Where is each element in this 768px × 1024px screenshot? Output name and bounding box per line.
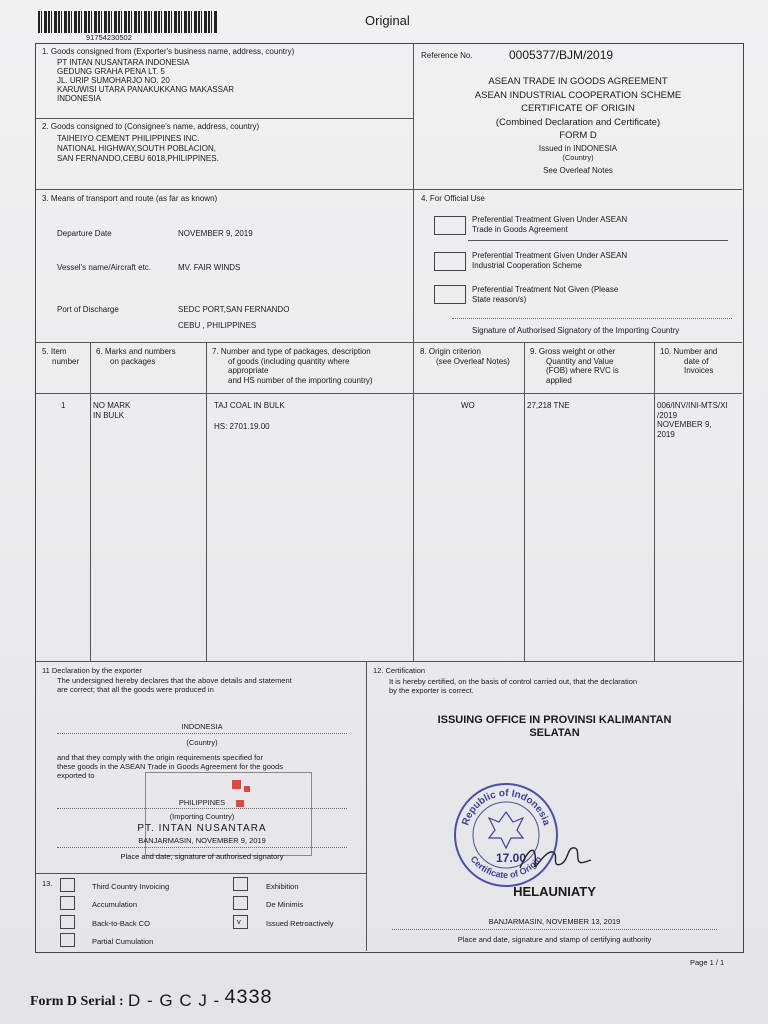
official-option-3: Preferential Treatment Not Given (Please State reason/s) [472, 285, 619, 304]
exporter-line: PT INTAN NUSANTARA INDONESIA [57, 58, 190, 67]
form-title: ASEAN TRADE IN GOODS AGREEMENT ASEAN INDUSTRIAL COOPERATION SCHEME CERTIFICATE OF ORIGIN (Combined Declaration and Certificate) FORM D Issued in INDONESIA (Country) See Overleaf Notes [474, 76, 682, 175]
declaration-place-date: BANJARMASIN, NOVEMBER 9, 2019 [138, 836, 266, 845]
label-partial-cumulation: Partial Cumulation [92, 937, 154, 946]
box13-number: 13. [42, 879, 53, 888]
reference-number: 0005377/BJM/2019 [509, 48, 614, 62]
label-third-country: Third Country Invoicing [92, 882, 170, 891]
serial-number: 4338 [224, 987, 273, 1010]
vessel-value: MV. FAIR WINDS [178, 263, 241, 272]
certification-place-label: Place and date, signature and stamp of certifying authority [457, 935, 652, 944]
col-item-header: 5. Item number [42, 347, 80, 366]
declaration-importing-country: PHILIPPINES [178, 798, 226, 807]
exporter-line: INDONESIA [57, 94, 102, 103]
checkbox-de-minimis[interactable] [233, 896, 248, 910]
label-exhibition: Exhibition [266, 882, 299, 891]
reference-label: Reference No. [421, 51, 473, 60]
certifying-signatory: HELAUNIATY [513, 884, 596, 899]
box1-heading: 1. Goods consigned from (Exporter's business name, address, country) [42, 47, 295, 56]
row-description: TAJ COAL IN BULK [214, 401, 285, 410]
box11-heading: 11 Declaration by the exporter [42, 666, 142, 675]
declaration-place-label: Place and date, signature of authorised signatory [120, 852, 284, 861]
company-stamp-name: PT. INTAN NUSANTARA [137, 823, 267, 834]
label-issued-retroactively: Issued Retroactively [266, 919, 334, 928]
row-invoice: 006/INV/INI-MTS/XI /2019 NOVEMBER 9, 2019 [657, 401, 728, 439]
declaration-country: INDONESIA [181, 722, 223, 731]
port-label: Port of Discharge [57, 305, 119, 314]
seal-text-bottom: Certificate of Origin [468, 854, 544, 881]
box12-heading: 12. Certification [373, 666, 426, 675]
col-weight-header: 9. Gross weight or other Quantity and Value (FOB) where RVC is applied [530, 347, 619, 385]
official-option-2: Preferential Treatment Given Under ASEAN Industrial Cooperation Scheme [472, 251, 628, 270]
official-signature-label: Signature of Authorised Signatory of the Importing Country [472, 326, 680, 335]
departure-label: Departure Date [57, 229, 112, 238]
row-marks: NO MARK IN BULK [93, 401, 131, 420]
svg-text:Republic of Indonesia [460, 788, 551, 827]
declaration-text-2: and that they comply with the origin requirements specified for these goods in the ASEAN Trade in Goods Agreement for the goods exported to [57, 753, 283, 780]
declaration-text: The undersigned hereby declares that the above details and statement are correct; that all the goods were produced in [57, 676, 292, 694]
port-value-country: CEBU , PHILIPPINES [178, 321, 257, 330]
checkbox-back-to-back[interactable] [60, 915, 75, 929]
seal-text-top: Republic of Indonesia [460, 787, 552, 827]
serial-prefix: D - G C J - [128, 991, 221, 1010]
declaration-country-label: (Country) [186, 738, 218, 747]
row-hs-code: HS: 2701.19.00 [214, 422, 270, 431]
official-option-1: Preferential Treatment Given Under ASEAN Trade in Goods Agreement [472, 215, 628, 234]
box3-heading: 3. Means of transport and route (as far as known) [42, 194, 218, 203]
checkbox-third-country[interactable] [60, 878, 75, 892]
certification-text: It is hereby certified, on the basis of control carried out, that the declaration by the exporter is correct. [389, 677, 638, 695]
vessel-label: Vessel's name/Aircraft etc. [57, 263, 152, 272]
checkbox-accumulation[interactable] [60, 896, 75, 910]
col-invoice-header: 10. Number and date of Invoices [660, 347, 718, 375]
barcode-number: 91754230502 [86, 33, 132, 42]
box4-heading: 4. For Official Use [421, 194, 485, 203]
declaration-importing-label: (Importing Country) [169, 812, 235, 821]
label-back-to-back: Back-to-Back CO [92, 919, 150, 928]
official-checkbox[interactable] [434, 285, 466, 304]
official-checkbox[interactable] [434, 252, 466, 271]
col-marks-header: 6. Marks and numbers on packages [96, 347, 176, 366]
issuing-office: ISSUING OFFICE IN PROVINSI KALIMANTAN SELATAN [437, 714, 672, 739]
box2-heading: 2. Goods consigned to (Consignee's name, address, country) [42, 122, 260, 131]
exporter-line: GEDUNG GRAHA PENA LT. 5 [57, 67, 165, 76]
row-item-number: 1 [61, 401, 66, 410]
checkbox-issued-retroactively[interactable]: v [233, 915, 248, 929]
consignee-line: NATIONAL HIGHWAY,SOUTH POBLACION, [57, 144, 216, 153]
seal-number: 17.00 [496, 851, 527, 865]
page-number: Page 1 / 1 [690, 958, 725, 967]
col-description-header: 7. Number and type of packages, description of goods (including quantity where appropriate and HS number of the importing country) [212, 347, 373, 385]
exporter-line: JL. URIP SUMOHARJO NO. 20 [57, 76, 170, 85]
signature-scribble [515, 840, 595, 875]
label-accumulation: Accumulation [92, 900, 138, 909]
consignee-line: TAIHEIYO CEMENT PHILIPPINES INC. [57, 134, 200, 143]
copy-label: Original [365, 13, 410, 28]
row-origin: WO [461, 401, 475, 410]
exporter-line: KARUWISI UTARA PANAKUKKANG MAKASSAR [57, 85, 235, 94]
label-de-minimis: De Minimis [266, 900, 304, 909]
consignee-line: SAN FERNANDO,CEBU 6018,PHILIPPINES. [57, 154, 219, 163]
port-value: SEDC PORT,SAN FERNANDO [178, 305, 290, 314]
departure-value: NOVEMBER 9, 2019 [178, 229, 253, 238]
serial-label: Form D Serial : [30, 994, 124, 1009]
checkbox-partial-cumulation[interactable] [60, 933, 75, 947]
barcode [38, 11, 218, 33]
official-checkbox[interactable] [434, 216, 466, 235]
checkbox-exhibition[interactable] [233, 877, 248, 891]
col-origin-header: 8. Origin criterion (see Overleaf Notes) [420, 347, 510, 366]
row-weight: 27,218 TNE [527, 401, 570, 410]
certification-place-date: BANJARMASIN, NOVEMBER 13, 2019 [488, 917, 621, 926]
